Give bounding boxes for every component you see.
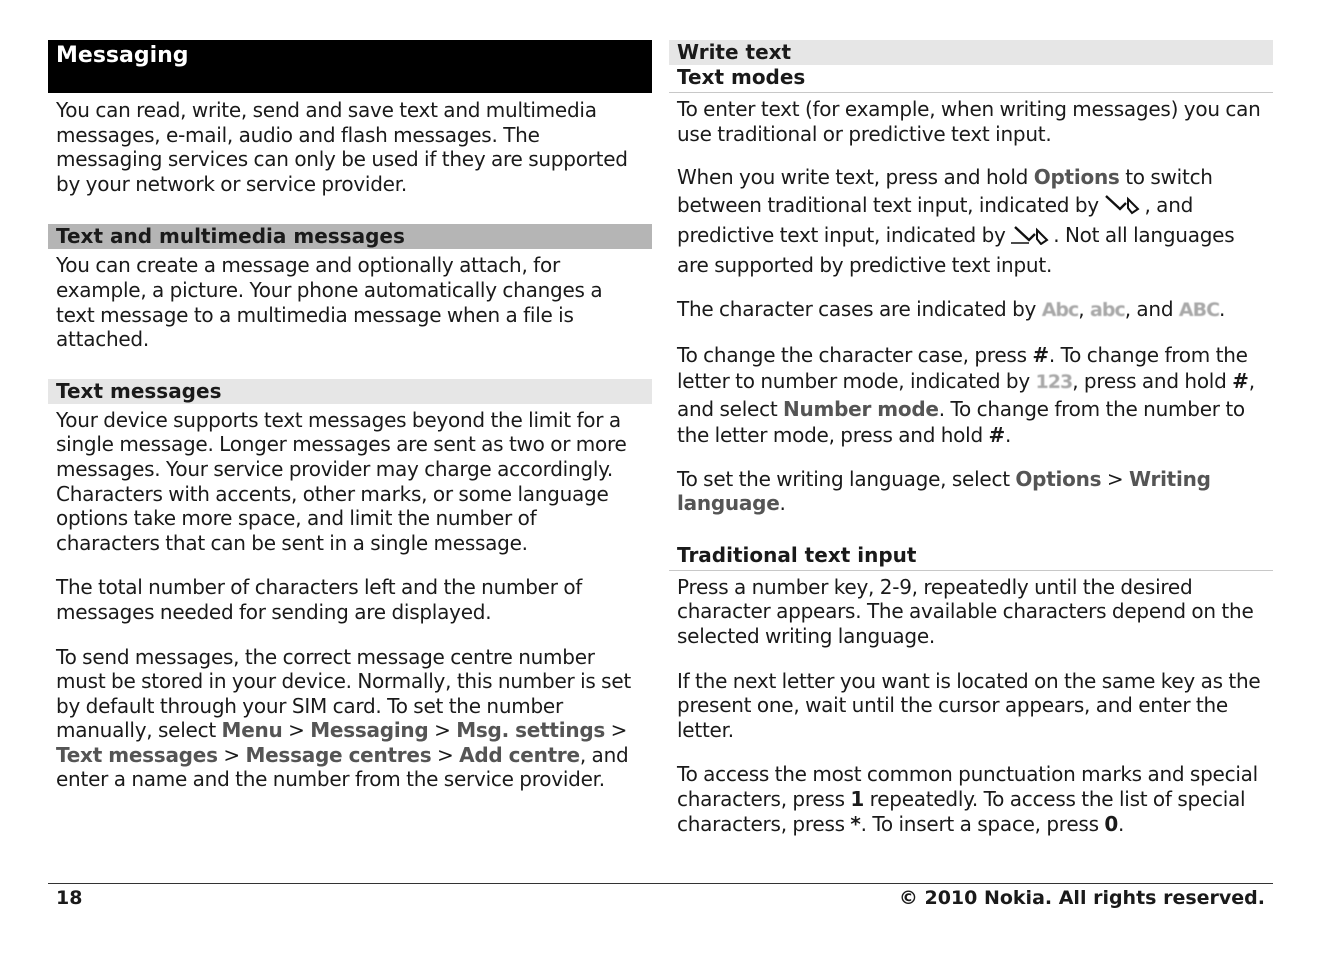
menu-path-add-centre: Add centre <box>459 742 580 767</box>
section-heading-text-multimedia: Text and multimedia messages <box>48 224 652 249</box>
text-messages-paragraph-2: The total number of characters left and the number of messages needed for sending are displayed. <box>56 575 583 624</box>
number-mode-keyword: Number mode <box>783 396 939 421</box>
star-key: * <box>850 811 861 836</box>
hash-key: # <box>988 423 1006 448</box>
subheading-traditional-text-input: Traditional text input <box>669 543 1273 571</box>
text-messages-paragraph-3: To send messages, the correct message centre number must be stored in your device. Normally, this number is set by default through your SIM card. To set the number manually, select Menu > Messaging > Msg. settings > Text messages > Message centres > Add centre, and enter a name and the number from the service provider. <box>56 644 631 792</box>
text-messages-paragraph-1: Your device supports text messages beyond the limit for a single message. Longer messages are sent as two or more messages. Your service provider may charge accordingly. Characters with accents, other marks, or some language options take more space, and limit the number of characters that can be sent in a single message. <box>56 407 627 555</box>
text-modes-paragraph-4: To change the character case, press #. To change from the letter to number mode, indicated by 123, press and hold #, and select Number mode. To change from the number to the letter mode, press and hold #. <box>677 342 1255 448</box>
text-multimedia-paragraph: You can create a message and optionally attach, for example, a picture. Your phone automatically changes a text message to a multimedia message when a file is attached. <box>56 253 603 352</box>
hash-key: # <box>1032 342 1049 367</box>
menu-path-message-centres: Message centres <box>245 742 432 767</box>
text-modes-paragraph-2: When you write text, press and hold Options to switch between traditional text input, indicated by , and predictive text input, indicated by . Not all languages are supported by predictive text input. <box>677 165 1235 277</box>
key-0: 0 <box>1104 811 1119 836</box>
footer-divider <box>48 883 1273 884</box>
hash-key: # <box>1232 369 1249 394</box>
options-keyword: Options <box>1015 466 1102 491</box>
right-column <box>669 40 1273 836</box>
left-column <box>48 40 652 792</box>
page-number: 18 <box>56 887 83 909</box>
section-heading-write-text: Write text <box>669 40 1273 65</box>
menu-path-messaging: Messaging <box>310 718 429 743</box>
traditional-input-paragraph-3: To access the most common punctuation marks and special characters, press 1 repeatedly. To access the list of special characters, press *. To insert a space, press 0. <box>677 762 1258 836</box>
text-modes-paragraph-1: To enter text (for example, when writing messages) you can use traditional or predictive text input. <box>677 97 1261 146</box>
lower-case-icon: abc <box>1090 299 1125 322</box>
options-keyword: Options <box>1033 165 1120 190</box>
number-mode-icon: 123 <box>1035 371 1073 394</box>
traditional-input-icon <box>1104 191 1144 222</box>
menu-path-text-messages: Text messages <box>56 742 218 767</box>
intro-paragraph: You can read, write, send and save text and multimedia messages, e-mail, audio and flash messages. The messaging services can only be used if they are supported by your network or service provider. <box>56 98 628 196</box>
page-title: Messaging <box>48 40 652 93</box>
subheading-text-modes: Text modes <box>669 65 1273 93</box>
menu-path-menu: Menu <box>221 718 283 743</box>
section-heading-text-messages: Text messages <box>48 379 652 404</box>
upper-case-icon: ABC <box>1178 299 1220 322</box>
key-1: 1 <box>850 787 865 812</box>
menu-path-msg-settings: Msg. settings <box>456 718 606 743</box>
writing-language-keyword: Writing language <box>677 466 1211 516</box>
text-modes-paragraph-3: The character cases are indicated by Abc, abc, and ABC. <box>669 296 1273 324</box>
traditional-input-paragraph-1: Press a number key, 2-9, repeatedly until the desired character appears. The available characters depend on the selected writing language. <box>677 574 1254 649</box>
text-modes-paragraph-5: To set the writing language, select Options > Writing language. <box>677 466 1211 516</box>
sentence-case-icon: Abc <box>1041 299 1079 322</box>
copyright-notice: © 2010 Nokia. All rights reserved. <box>898 887 1265 909</box>
traditional-input-paragraph-2: If the next letter you want is located on the same key as the present one, wait until the cursor appears, and enter the letter. <box>677 668 1261 742</box>
predictive-input-icon <box>1011 221 1053 252</box>
